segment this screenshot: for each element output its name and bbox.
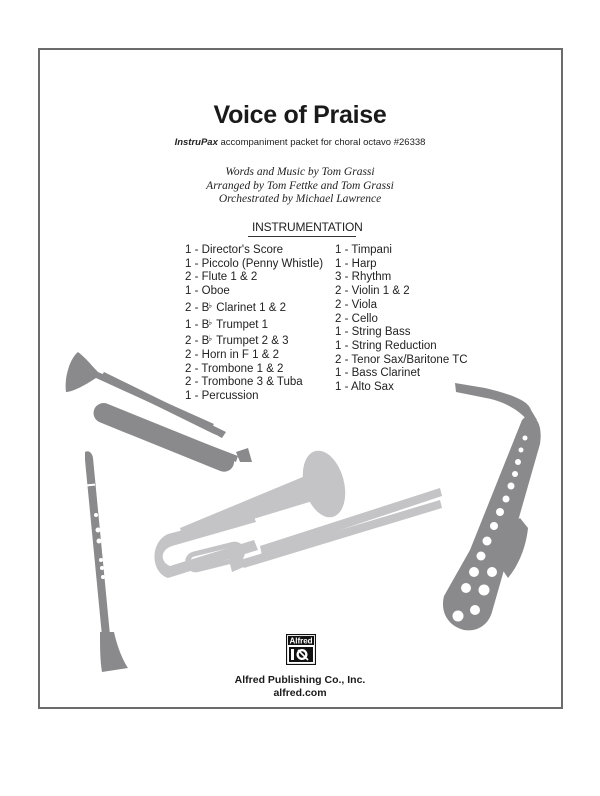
subtitle-text: accompaniment packet for choral octavo #26338 <box>217 137 426 148</box>
separator: - <box>191 257 202 270</box>
separator: - <box>191 376 202 389</box>
clarinet-icon <box>85 451 128 672</box>
page-title: Voice of Praise <box>213 101 387 129</box>
instrument-name: String Reduction <box>351 339 437 352</box>
trombone-icon <box>155 446 443 578</box>
instrument-quantity: 1 <box>185 285 192 298</box>
separator: - <box>191 348 202 361</box>
separator: - <box>191 335 202 348</box>
separator: - <box>191 301 202 314</box>
instrument-name: Alto Sax <box>351 381 394 394</box>
instrument-name: Flute 1 & 2 <box>201 271 258 284</box>
instrument-name: Trombone 1 & 2 <box>201 362 284 375</box>
separator: - <box>191 285 202 298</box>
instrument-quantity: 2 <box>185 271 192 284</box>
instrument-name: Piccolo (Penny Whistle) <box>201 257 324 270</box>
credit-orchestrated: Orchestrated by Michael Lawrence <box>218 193 382 205</box>
instrument-name: Trumpet 2 & 3 <box>213 335 289 348</box>
separator: - <box>191 390 202 403</box>
instrument-quantity: 1 <box>335 339 342 352</box>
separator: - <box>341 271 352 284</box>
instrument-name: Trombone 3 & Tuba <box>201 376 303 389</box>
credit-words-music: Words and Music by Tom Grassi <box>225 166 375 178</box>
publisher-name: Alfred Publishing Co., Inc. <box>234 674 366 686</box>
publisher-url[interactable]: alfred.com <box>273 687 327 699</box>
separator: - <box>191 318 202 331</box>
svg-text:Alfred: Alfred <box>289 636 313 646</box>
instrument-quantity: 2 <box>335 285 342 298</box>
instrument-quantity: 1 <box>335 381 342 394</box>
separator: - <box>341 244 352 256</box>
credit-arranged: Arranged by Tom Fettke and Tom Grassi <box>206 179 394 192</box>
flat-sign-icon: ♭ <box>208 317 213 327</box>
trumpet-icon <box>66 352 252 475</box>
separator: - <box>341 381 351 394</box>
instrument-quantity: 1 <box>185 390 192 403</box>
instrumentation-heading: INSTRUMENTATION <box>252 220 363 234</box>
key-letter: B <box>201 301 210 314</box>
flat-sign-icon: ♭ <box>208 300 213 310</box>
instrument-name: Bass Clarinet <box>351 367 421 380</box>
instrument-name: Percussion <box>201 390 259 403</box>
separator: - <box>341 257 352 270</box>
key-letter: B <box>201 335 210 348</box>
instrument-quantity: 2 <box>185 301 192 314</box>
instrument-quantity: 1 <box>335 326 342 339</box>
separator: - <box>341 298 352 311</box>
alfred-logo <box>286 634 316 665</box>
instrument-quantity: 2 <box>185 335 192 348</box>
instrument-quantity: 2 <box>335 298 342 311</box>
instrument-quantity: 2 <box>185 348 192 361</box>
instrument-name: Viola <box>351 298 378 311</box>
instrument-quantity: 3 <box>335 271 342 284</box>
instrument-quantity: 1 <box>335 257 342 270</box>
saxophone-icon <box>443 383 541 630</box>
separator: - <box>191 244 202 256</box>
instrument-quantity: 1 <box>185 318 192 331</box>
instrument-name: Director's Score <box>201 244 284 256</box>
separator: - <box>341 353 352 366</box>
separator: - <box>191 271 202 284</box>
instrument-name: Trumpet 1 <box>213 318 269 331</box>
instrument-name: Timpani <box>351 244 392 256</box>
key-letter: B <box>201 318 210 331</box>
instrument-name: Oboe <box>201 285 230 298</box>
instrument-name: Horn in F 1 & 2 <box>201 348 279 361</box>
instrument-quantity: 1 <box>335 367 342 380</box>
flat-sign-icon: ♭ <box>208 334 213 344</box>
separator: - <box>341 326 352 339</box>
separator: - <box>341 312 352 325</box>
separator: - <box>191 362 202 375</box>
instrument-quantity: 1 <box>185 257 192 270</box>
publisher-info <box>0 674 600 700</box>
instrument-quantity: 2 <box>185 362 192 375</box>
instrument-name: Rhythm <box>351 271 392 284</box>
instrument-quantity: 1 <box>185 244 192 256</box>
instrument-quantity: 2 <box>335 353 342 366</box>
instrument-name: Violin 1 & 2 <box>351 285 410 298</box>
instrument-quantity: 1 <box>335 244 342 256</box>
instrument-quantity: 2 <box>185 376 192 389</box>
instrument-name: Cello <box>351 312 378 325</box>
instrument-quantity: 2 <box>335 312 342 325</box>
instrument-name: Clarinet 1 & 2 <box>213 301 286 314</box>
separator: - <box>341 339 352 352</box>
instrument-name: Tenor Sax/Baritone TC <box>351 353 468 366</box>
separator: - <box>341 367 352 380</box>
instrument-name: Harp <box>351 257 377 270</box>
brand-name: InstruPax <box>174 137 218 148</box>
separator: - <box>341 285 352 298</box>
instrument-name: String Bass <box>351 326 411 339</box>
